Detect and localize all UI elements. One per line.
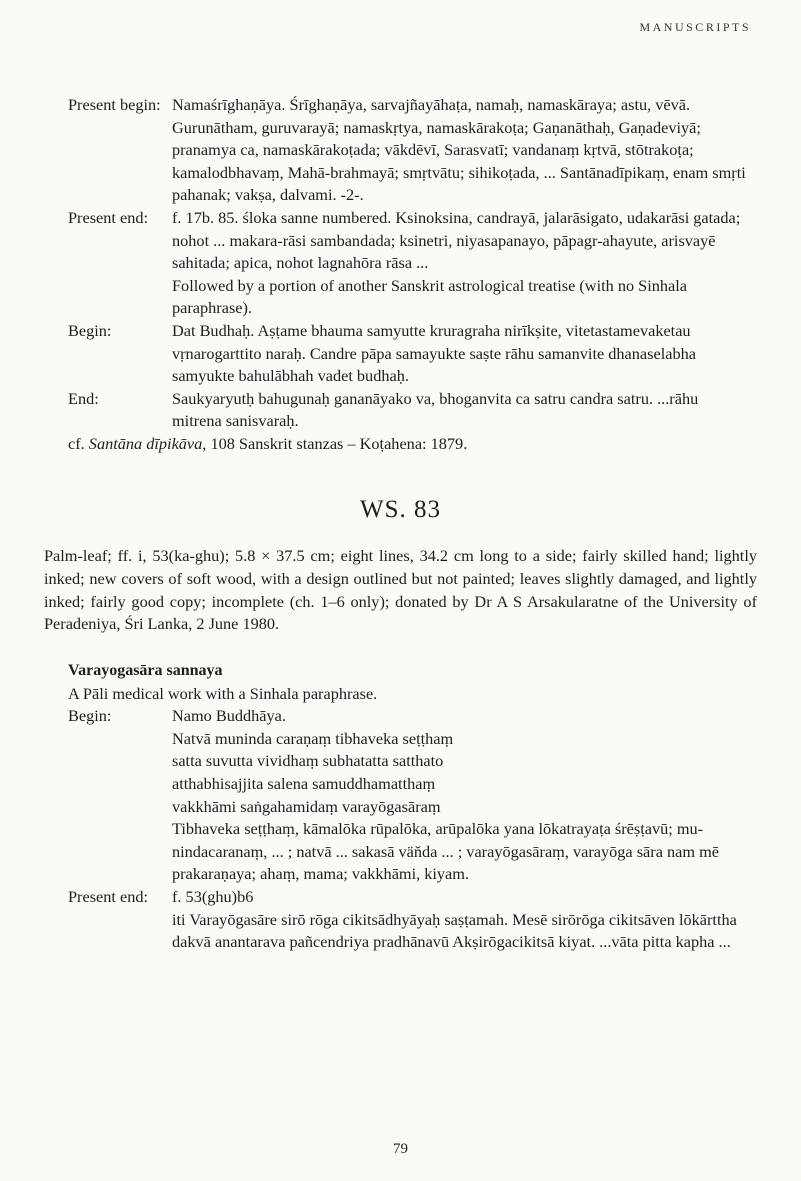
cf-title: Santāna dīpikāva <box>88 433 203 453</box>
entry-begin <box>68 320 748 388</box>
begin-line: vakkhāmi saṅgahamidaṃ varayōgasāraṃ <box>172 796 441 816</box>
begin-text <box>172 705 758 886</box>
begin-line: Natvā muninda caraṇaṃ tibhaveka seṭṭhaṃ <box>172 728 454 748</box>
begin-line: Namo Buddhāya. <box>172 706 286 726</box>
entry-text: Namaśrīghaṇāya. Śrīghaṇāya, sarvajñayāhaṭa, namaḥ, namaskāraya; astu, vēvā. Gurunātham, guruvarayā; namaskṛtya, namaskārakoṭa; Gaṇanāthaḥ, Gaṇadeviyā; pranamya ca, namaskārakoṭada; vākdēvī, Sarasvatī; vandanaṃ kṛtvā, stōtrakoṭa; kamalodbhavaṃ, Mahā-brahmayā; smṛtvātu; sihikoṭada, ... Santānadīpikaṃ, enam smṛti pahanak; vakṣa, dalvami. -2-. <box>172 95 746 205</box>
entry-text: Saukyaryutḥ bahugunaḥ gananāyako va, bhoganvita ca satru candra satru. ...rāhu mitrena sanisvaraḥ. <box>172 388 699 431</box>
work-title: Varayogasāra sannaya <box>68 662 223 679</box>
entry-text: Dat Budhaḥ. Aṣṭame bhauma samyutte kruragraha nirīkṣite, vitetastamevaketau vṛnarogarttito naraḥ. Candre pāpa samayukte saṣte rāhu samanvite dhanaselabha samyukte bahulābhah vadet budhaḥ. <box>172 320 696 386</box>
cf-rest: , 108 Sanskrit stanzas – Koṭahena: 1879. <box>202 433 468 453</box>
entry-block-1 <box>68 94 748 456</box>
entry-label: End: <box>68 388 99 408</box>
end-line: f. 53(ghu)b6 <box>172 886 254 906</box>
entry-label: Present end: <box>68 207 149 227</box>
begin-line: satta suvutta vividhaṃ subhatatta satthato <box>172 751 444 771</box>
entry-text: f. 17b. 85. śloka sanne numbered. Ksinoksina, candrayā, jalarāsigato, udakarāsi gatada; nohot ... makara-rāsi sambandada; ksinetri, niyasapanayo, pāpagr-ahayute, arisvayē sahitada; apica, nohot lagnahōra rāsa ... <box>172 207 741 273</box>
work-subtitle: A Pāli medical work with a Sinhala paraphrase. <box>68 683 378 703</box>
work-present-end <box>68 886 758 954</box>
begin-line: atthabhisajjita salena samuddhamatthaṃ <box>172 773 436 793</box>
entry-present-end <box>68 207 748 275</box>
work-block <box>68 660 758 954</box>
page-number: 79 <box>393 1141 408 1157</box>
running-header: MANUSCRIPTS <box>639 20 751 34</box>
entry-followed-note <box>68 275 748 320</box>
begin-line: Tibhaveka seṭṭhaṃ, kāmalōka rūpalōka, arūpalōka yana lōkatrayaṭa śrēṣṭavū; mu-nindacaranaṃ, ... ; natvā ... sakasā väňda ... ; varayōgasāraṃ, varayōga sāra nam mē prakaraṇaya; ahaṃ, mama; vakkhāmi, kiyam. <box>172 819 719 884</box>
end-text <box>172 886 758 954</box>
end-label: Present end: <box>68 886 149 906</box>
entry-label: Present begin: <box>68 95 161 114</box>
end-line: iti Varayōgasāre sirō rōga cikitsādhyāyaḥ saṣṭamah. Mesē sirōrōga cikitsāven lōkārttha dakvā anantarava pañcendriya pradhānavū Akṣirōgacikitsā kiyat. ...vāta pitta kapha ... <box>172 909 737 952</box>
begin-label: Begin: <box>68 706 112 726</box>
entry-present-begin <box>68 94 748 207</box>
manuscript-number: WS. 83 <box>360 496 441 523</box>
entry-end <box>68 388 748 433</box>
work-begin <box>68 705 758 886</box>
cf-reference <box>68 433 748 456</box>
entry-label: Begin: <box>68 320 112 340</box>
manuscript-description: Palm-leaf; ff. i, 53(ka-ghu); 5.8 × 37.5 cm; eight lines, 34.2 cm long to a side; fairly skilled hand; lightly inked; new covers of soft wood, with a design outlined but not painted; leaves slightly damaged, and lightly inked; fairly good copy; incomplete (ch. 1–6 only); donated by Dr A S Arsakularatne of the University of Peradeniya, Śri Lanka, 2 June 1980. <box>44 546 757 634</box>
entry-label <box>68 275 172 320</box>
entry-text: Followed by a portion of another Sanskrit astrological treatise (with no Sinhala paraphrase). <box>172 275 688 318</box>
cf-prefix: cf. <box>68 433 89 453</box>
